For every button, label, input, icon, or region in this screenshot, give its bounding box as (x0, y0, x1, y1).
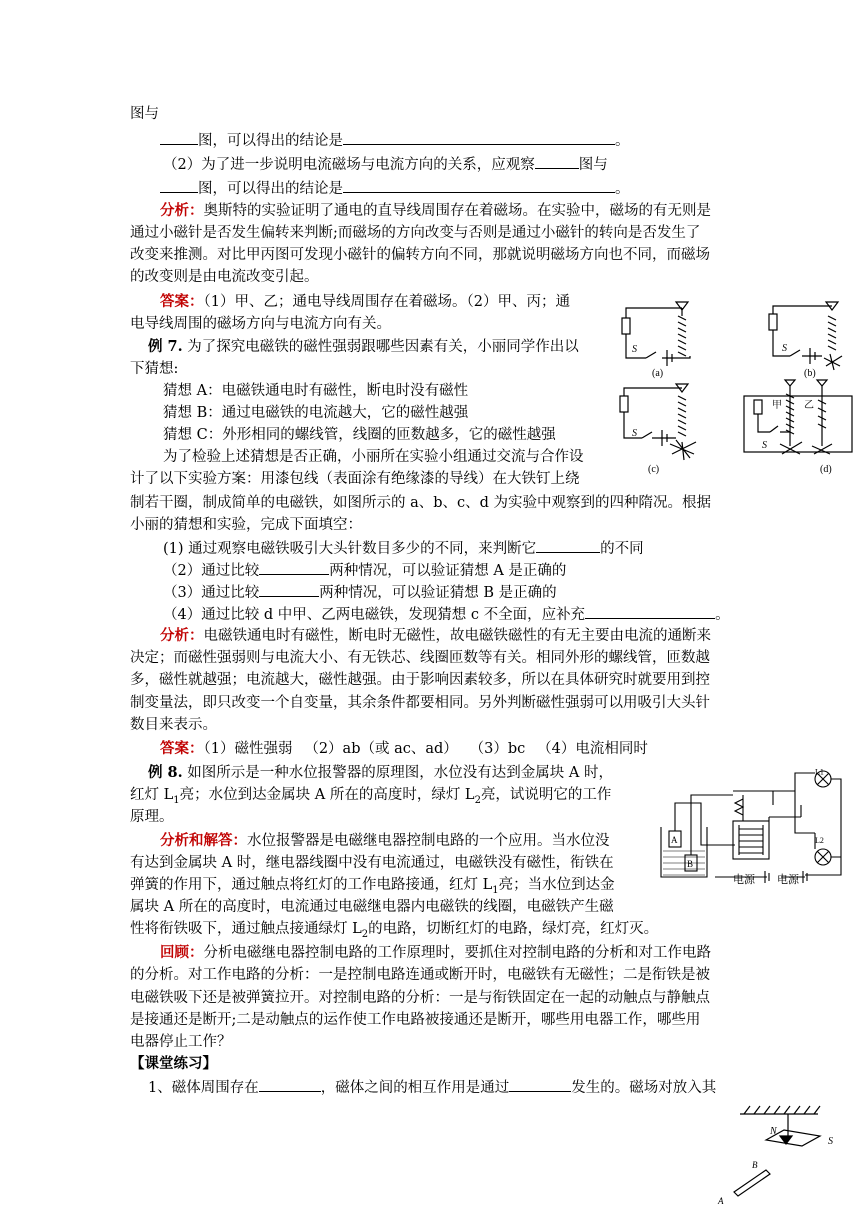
analysis-8-line5: 性将衔铁吸下，通过触点接通绿灯 $L_2$的电路，切断红灯的电路，绿灯亮，红灯灭。 (130, 921, 659, 940)
fig-end-a: A (718, 1196, 724, 1206)
fig-switch-c: S (632, 428, 637, 439)
analysis-7-line1: 分析：电磁铁通电时有磁性，断电时无磁性，故电磁铁磁性的有无主要由电流的通断来 (160, 627, 711, 644)
analysis-8-line3: 弹簧的作用下，通过触点将红灯的工作电路接通，红灯 $L_1$亮；当水位到达金 (130, 877, 615, 896)
analysis-7-line2: 决定；而磁性强弱则与电流大小、有无铁芯、线圈匝数等有关。相同外形的螺线管，匝数越 (130, 650, 710, 666)
fig-metal-b: B (687, 859, 694, 869)
practice-heading: 【课堂练习】 (130, 1055, 217, 1072)
analysis-7-line5: 数目来表示。 (130, 717, 217, 733)
electromagnet-figure (612, 296, 854, 486)
q6-line1: 图与 (130, 106, 159, 122)
fig-lamp-l1: L1 (815, 767, 824, 777)
fig-label-jia: 甲 (772, 400, 782, 411)
fig-label-c: (c) (648, 464, 660, 475)
fig-power-1: 电源 (733, 873, 755, 886)
analysis-8-line1: 分析和解答：水位报警器是电磁继电器控制电路的一个应用。当水位没 (160, 832, 610, 849)
analysis-8-line4: 属块 A 所在的高度时，电流通过电磁继电器内电磁铁的线圈，电磁铁产生磁 (130, 899, 614, 915)
q7-2: （2）通过比较 两种情况，可以验证猜想 A 是正确的 (163, 560, 566, 581)
q7-3: （3）通过比较 两种情况，可以验证猜想 B 是正确的 (163, 582, 557, 603)
water-alarm-figure (655, 765, 845, 887)
answer-blank[interactable] (343, 130, 615, 145)
answer-6-line2: 电导线周围的磁场方向与电流方向有关。 (130, 316, 391, 332)
answer-blank[interactable] (259, 560, 329, 575)
fig-pole-s: S (828, 1136, 833, 1147)
fig-switch-a: S (632, 344, 637, 355)
answer-blank[interactable] (535, 154, 579, 169)
answer-blank[interactable] (536, 538, 600, 553)
fig-power-2: 电源 (777, 873, 799, 886)
analysis-6-line3: 改变来推测。对比甲丙图可发现小磁针的偏转方向不同，那就说明磁场方向也不同，而磁场 (130, 247, 710, 263)
example-7-line1: 例 7. 为了探究电磁铁的磁性强弱跟哪些因素有关，小丽同学作出以 (148, 338, 579, 355)
fig-label-d: (d) (820, 464, 832, 475)
example-8-line1: 例 8. 如图所示是一种水位报警器的原理图，水位没有达到金属块 A 时， (148, 764, 613, 781)
hypothesis-b: 猜想 B：通过电磁铁的电流越大，它的磁性越强 (163, 405, 469, 421)
answer-7: 答案：（1）磁性强弱 （2）ab（或 ac、ad） （3）bc （4）电流相同时 (160, 740, 648, 757)
fig-lamp-l2: L2 (815, 836, 824, 845)
fig-switch-d: S (762, 440, 767, 451)
review-line2: 的分析。对工作电路的分析：一是控制电路连通或断开时，电磁铁有无磁性；二是衔铁是被 (130, 967, 710, 983)
answer-blank[interactable] (585, 604, 715, 619)
hypothesis-a: 猜想 A：电磁铁通电时有磁性，断电时没有磁性 (163, 383, 469, 399)
example-7-para2: 计了以下实验方案：用漆包线（表面涂有绝缘漆的导线）在大铁钉上绕 (130, 471, 580, 487)
example-8-line3: 原理。 (130, 809, 174, 825)
answer-blank[interactable] (160, 130, 198, 145)
analysis-6-line1: 分析：奥斯特的实验证明了通电的直导线周围存在着磁场。在实验中，磁场的有无则是 (160, 202, 711, 219)
answer-blank[interactable] (343, 178, 615, 193)
example-7-line2: 下猜想: (130, 361, 179, 377)
review-line3: 电磁铁吸下还是被弹簧拉开。对控制电路的分析：一是与衔铁固定在一起的动触点与静触点 (130, 990, 710, 1006)
answer-blank[interactable] (509, 1077, 571, 1092)
answer-blank[interactable] (259, 1077, 321, 1092)
practice-q1: 1、磁体周围存在 ，磁体之间的相互作用是通过 发生的。磁场对放入其 (148, 1077, 716, 1098)
example-8-line2: 红灯 $L_1$亮；水位到达金属块 A 所在的高度时，绿灯 $L_2$亮，试说明它的工作 (130, 787, 612, 806)
review-line4: 是接通还是断开;二是动触点的运作使工作电路被接通还是断开，哪些用电器工作，哪些用 (130, 1012, 701, 1028)
q7-1: (1) 通过观察电磁铁吸引大头针数目多少的不同，来判断它 的不同 (163, 538, 644, 559)
review-line1: 回顾：分析电磁继电器控制电路的工作原理时，要抓住对控制电路的分析和对工作电路 (160, 944, 711, 961)
fig-end-b: B (752, 1160, 758, 1170)
fig-pole-n: N (770, 1126, 777, 1137)
example-7-para4: 小丽的猜想和实验，完成下面填空： (130, 517, 362, 533)
example-7-para3: 制若干圈，制成简单的电磁铁，如图所示的 a、b、c、d 为实验中观察到的四种隋况。根据 (130, 495, 712, 511)
analysis-6-line4: 的改变则是由电流改变引起。 (130, 269, 319, 285)
answer-6-line1: 答案：（1）甲、乙；通电导线周围存在着磁场。（2）甲、丙；通 (160, 293, 570, 310)
magnet-figure (710, 1100, 840, 1212)
review-line5: 电器停止工作？ (130, 1034, 232, 1050)
analysis-8-line2: 有达到金属块 A 时，继电器线圈中没有电流通过，电磁铁没有磁性，衔铁在 (130, 855, 614, 871)
fig-switch-b: S (782, 343, 787, 354)
fig-label-yi: 乙 (804, 400, 814, 411)
answer-blank[interactable] (259, 582, 319, 597)
hypothesis-c: 猜想 C：外形相同的螺线管，线圈的匝数越多，它的磁性越强 (163, 427, 556, 443)
analysis-7-line3: 多，磁性就越强；电流越大，磁性越强。由于影响因素较多，所以在具体研究时就要用到控 (130, 672, 710, 688)
q6-line4: 图，可以得出的结论是 。 (160, 178, 630, 199)
fig-label-a: (a) (652, 368, 664, 379)
analysis-6-line2: 通过小磁针是否发生偏转来判断;而磁场的方向改变与否则是通过小磁针的转向是否发生了 (130, 225, 701, 241)
analysis-7-line4: 制变量法，即只改变一个自变量，其余条件都要相同。另外判断磁性强弱可以用吸引大头针 (130, 695, 710, 711)
fig-label-b: (b) (804, 368, 816, 379)
q6-line2: 图，可以得出的结论是 。 (160, 130, 630, 151)
answer-blank[interactable] (160, 178, 198, 193)
q7-4: （4）通过比较 d 中甲、乙两电磁铁，发现猜想 c 不全面，应补充 。 (163, 604, 730, 625)
q6-line3: （2）为了进一步说明电流磁场与电流方向的关系，应观察 图与 (163, 154, 608, 175)
fig-metal-a: A (671, 835, 678, 845)
example-7-para1: 为了检验上述猜想是否正确，小丽所在实验小组通过交流与合作设 (163, 449, 584, 465)
